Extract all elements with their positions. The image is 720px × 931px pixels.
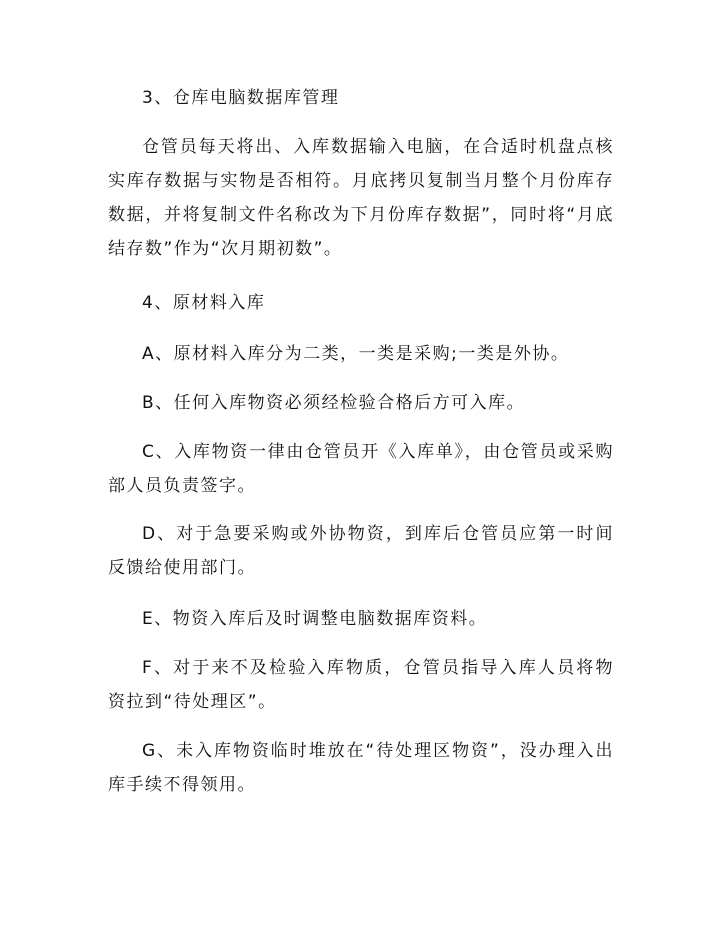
paragraph-item-g: G、未入库物资临时堆放在“待处理区物资”，没办理入出库手续不得领用。 [108,741,614,795]
paragraph-database-management: 仓管员每天将出、入库数据输入电脑，在合适时机盘点核实库存数据与实物是否相符。月底拷贝复制当月整个月份库存数据，并将复制文件名称改为下月份库存数据”，同时将“月底结存数”作为“次月期初数”。 [108,137,614,259]
paragraph-item-e: E、物资入库后及时调整电脑数据库资料。 [142,609,488,629]
section-heading-4: 4、原材料入库 [142,293,266,313]
paragraph-item-c: C、入库物资一律由仓管员开《入库单》，由仓管员或采购部人员负责签字。 [108,442,614,496]
section-heading-3: 3、仓库电脑数据库管理 [142,88,340,108]
paragraph-item-a: A、原材料入库分为二类，一类是采购;一类是外协。 [142,344,570,364]
paragraph-item-f: F、对于来不及检验入库物质，仓管员指导入库人员将物资拉到“待处理区”。 [108,658,614,712]
paragraph-item-d: D、对于急要采购或外协物资，到库后仓管员应第一时间反馈给使用部门。 [108,524,614,578]
paragraph-item-b: B、任何入库物资必须经检验合格后方可入库。 [142,393,526,413]
